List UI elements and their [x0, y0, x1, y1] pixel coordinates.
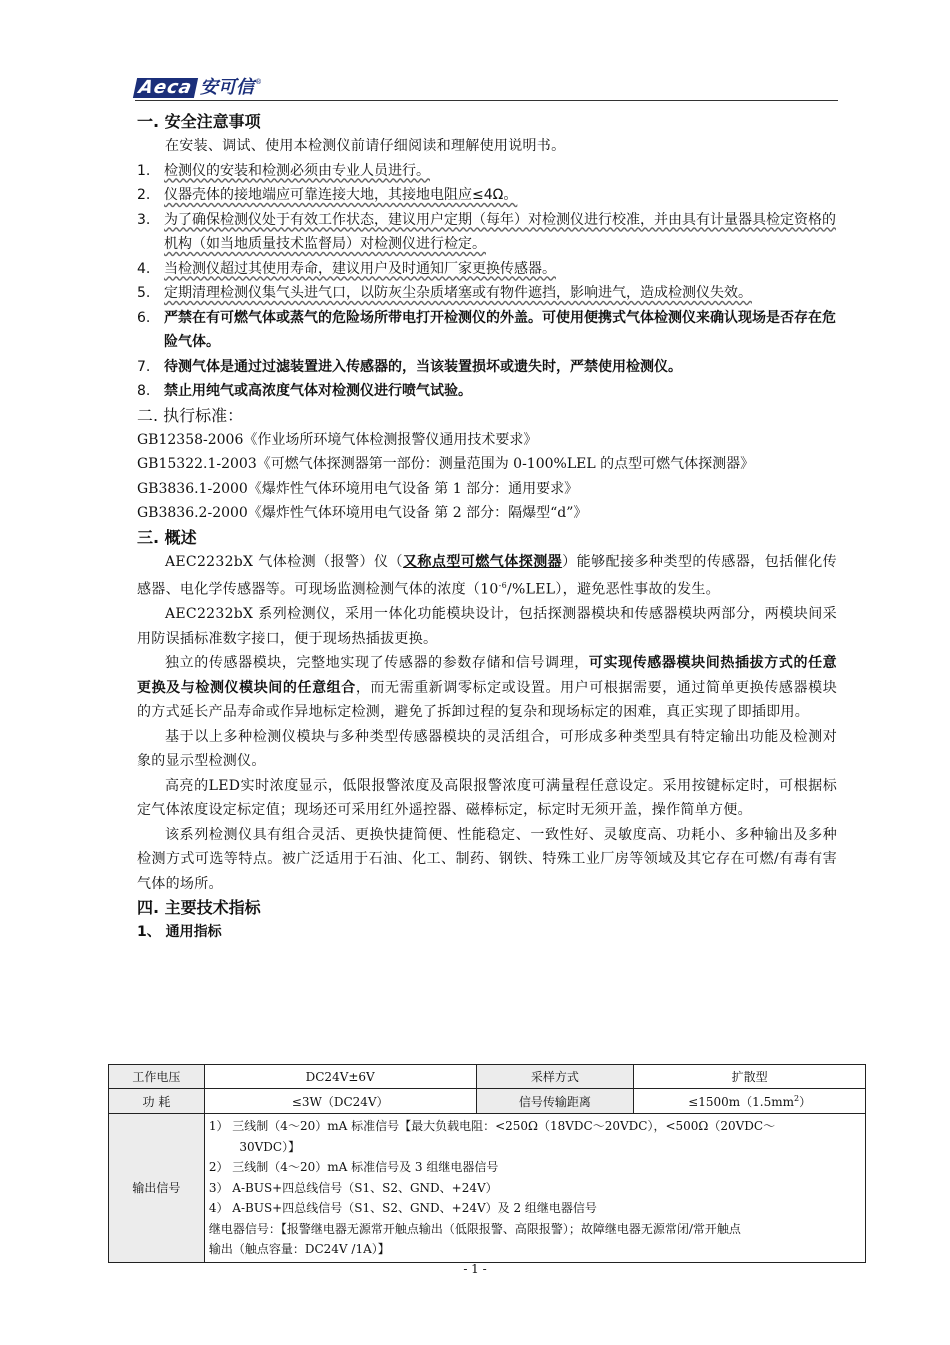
section-3-title: 三. 概述	[137, 527, 197, 547]
page-number: - 1 -	[463, 1262, 487, 1276]
spec-table	[108, 1064, 866, 1263]
table-cell: 工作电压	[109, 1065, 205, 1089]
page-header	[135, 76, 838, 101]
table-cell: $\le 1500m(1.5mm^2)$	[634, 1089, 866, 1114]
table-cell: 功 耗	[109, 1089, 205, 1114]
table-cell: 输出信号	[109, 1114, 205, 1263]
list-item	[137, 183, 837, 208]
output-line: 1） 三线制（4～20）mA 标准信号【最大负载电阻：<250Ω（18VDC～20VDC），<500Ω（20VDC～	[208, 1119, 776, 1133]
item-number: 6.	[137, 309, 151, 326]
item-number: 4.	[137, 260, 151, 277]
output-signal-cell	[204, 1114, 865, 1263]
item-number: 7.	[137, 358, 151, 375]
alias-term: 又称点型可燃气体探测器	[402, 553, 563, 570]
standard-line: GB3836.1-2000《爆炸性气体环境用电气设备 第 1 部分：通用要求》	[137, 480, 579, 497]
subsection-title: 1、 通用指标	[137, 924, 222, 941]
logo-text: 安可信	[199, 77, 254, 98]
logo-mark: Aeca	[133, 78, 198, 98]
list-item	[137, 355, 837, 380]
table-cell: ≤3W（DC24V）	[204, 1089, 476, 1114]
item-number: 3.	[137, 211, 151, 228]
output-line: 4） A-BUS+四总线信号（S1、S2、GND、+24V）及 2 组继电器信号	[208, 1201, 597, 1215]
registered-mark: ®	[254, 78, 262, 86]
item-text: 严禁在有可燃气体或蒸气的危险场所带电打开检测仪的外盖。可使用便携式气体检测仪来确认现场是否存在危险气体。	[164, 309, 836, 350]
standard-line: GB3836.2-2000《爆炸性气体环境用电气设备 第 2 部分：隔爆型“d”》	[137, 505, 588, 521]
output-line: 30VDC）】	[208, 1139, 301, 1154]
item-text: 为了确保检测仪处于有效工作状态，建议用户定期（每年）对检测仪进行校准，并由具有计量器具检定资格的机构（如当地质量技术监督局）对检测仪进行检定。	[164, 211, 836, 252]
list-item	[137, 379, 837, 404]
item-text: 待测气体是通过过滤装置进入传感器的，当该装置损坏或遗失时，严禁使用检测仪。	[164, 358, 682, 375]
overview-paragraph-6: 该系列检测仪具有组合灵活、更换快捷简便、性能稳定、一致性好、灵敏度高、功耗小、多种输出及多种检测方式可选等特点。被广泛适用于石油、化工、制药、钢铁、特殊工业厂房等领域及其它存在可燃/有毒有害气体的场所。	[137, 826, 837, 892]
table-row	[109, 1089, 866, 1114]
overview-paragraph-2: AEC2232bX 系列检测仪，采用一体化功能模块设计，包括探测器模块和传感器模块两部分，两模块间采用防误插标准数字接口，便于现场热插拔更换。	[137, 606, 837, 647]
output-line: 2） 三线制（4～20）mA 标准信号及 3 组继电器信号	[208, 1160, 499, 1174]
item-text: 定期清理检测仪集气头进气口，以防灰尘杂质堵塞或有物件遮挡，影响进气，造成检测仪失效。	[164, 285, 752, 301]
safety-list	[137, 159, 837, 404]
list-item	[137, 306, 837, 355]
section-1-intro: 在安装、调试、使用本检测仪前请仔细阅读和理解使用说明书。	[165, 138, 566, 154]
overview-paragraph-1: AEC2232bX 气体检测（报警）仪（又称点型可燃气体探测器）能够配接多种类型的传感器，包括催化传感器、电化学传感器等。可现场监测检测气体的浓度$(10^{-6}/\%LEL)$，避免恶性事故的发生。	[137, 553, 837, 598]
overview-paragraph-5: 高亮的LED实时浓度显示，低限报警浓度及高限报警浓度可满量程任意设定。采用按键标定时，可根据标定气体浓度设定标定值；现场还可采用红外遥控器、磁棒标定，标定时无须开盖，操作简单方便。	[137, 777, 837, 819]
standard-line: GB15322.1-2003《可燃气体探测器第一部份：测量范围为 0-100%LEL 的点型可燃气体探测器》	[137, 456, 755, 472]
list-item	[137, 159, 837, 184]
list-item	[137, 257, 837, 282]
emphasis-text: 可实现传感器模块间热插拔方式的任意更换及与检测仪模块间的任意组合	[137, 655, 837, 696]
section-2-title: 二. 执行标准：	[137, 405, 244, 425]
standard-line: GB12358-2006《作业场所环境气体检测报警仪通用技术要求》	[137, 431, 538, 448]
table-cell: 采样方式	[476, 1065, 634, 1089]
output-line: 3） A-BUS+四总线信号（S1、S2、GND、+24V）	[208, 1180, 498, 1195]
item-text: 仪器壳体的接地端应可靠连接大地，其接地电阻应≤4Ω。	[164, 187, 518, 203]
item-text: 当检测仪超过其使用寿命，建议用户及时通知厂家更换传感器。	[164, 260, 556, 277]
item-text: 检测仪的安装和检测必须由专业人员进行。	[164, 162, 430, 179]
list-item	[137, 281, 837, 306]
overview-paragraph-4: 基于以上多种检测仪模块与多种类型传感器模块的灵活组合，可形成多种类型具有特定输出功能及检测对象的显示型检测仪。	[137, 728, 837, 770]
table-row	[109, 1065, 866, 1089]
document-body	[137, 110, 837, 944]
table-cell: 扩散型	[634, 1065, 866, 1089]
section-1-title: 一. 安全注意事项	[137, 112, 261, 131]
overview-paragraph-3: 独立的传感器模块，完整地实现了传感器的参数存储和信号调理，可实现传感器模块间热插拔方式的任意更换及与检测仪模块间的任意组合，而无需重新调零标定或设置。用户可根据需要，通过简单更换传感器模块的方式延长产品寿命或作异地标定检测，避免了拆卸过程的复杂和现场标定的困难，真正实现了即插即用。	[137, 655, 837, 721]
output-line: 输出（触点容量：DC24V /1A）】	[208, 1242, 390, 1256]
item-number: 2.	[137, 187, 151, 203]
output-line: 继电器信号：【报警继电器无源常开触点输出（低限报警、高限报警）；故障继电器无源常闭/常开触点	[208, 1221, 741, 1236]
table-row	[109, 1114, 866, 1263]
item-number: 8.	[137, 383, 151, 399]
item-text: 禁止用纯气或高浓度气体对检测仪进行喷气试验。	[164, 383, 472, 399]
list-item	[137, 208, 837, 257]
company-logo	[135, 78, 262, 98]
item-number: 5.	[137, 285, 151, 301]
section-4-title: 四. 主要技术指标	[137, 898, 261, 918]
table-cell: 信号传输距离	[476, 1089, 634, 1114]
table-cell: DC24V±6V	[204, 1065, 476, 1089]
item-number: 1.	[137, 162, 151, 179]
